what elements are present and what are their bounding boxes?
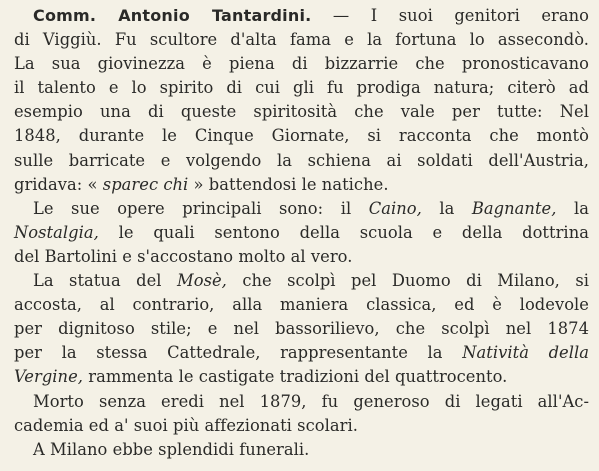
text-line	[14, 197, 589, 221]
paragraph	[14, 438, 589, 462]
italic-title: Natività della	[462, 343, 589, 363]
text-run: sulle barricate e volgendo la schiena ai soldati dell'Austria,	[14, 150, 589, 170]
text-run: del Bartolini e s'accostano molto al vero.	[14, 246, 353, 266]
entry-heading: Comm. Antonio Tantardini.	[33, 6, 312, 25]
italic-title: Vergine,	[14, 367, 84, 387]
text-run: la	[556, 198, 589, 218]
text-run: La sua giovinezza è piena di bizzarrie che pronosticavano	[14, 54, 589, 74]
text-run: — I suoi genitori erano	[311, 6, 589, 25]
text-run: di Viggiù. Fu scultore d'alta fama e la fortuna lo assecondò.	[14, 30, 589, 50]
text-run: Morto senza eredi nel 1879, fu generoso di legati all'Ac-	[33, 391, 589, 411]
text-line	[14, 365, 589, 389]
text-line	[14, 28, 589, 52]
paragraph	[14, 390, 589, 438]
text-run: gridava: «	[14, 174, 103, 194]
text-line	[14, 173, 589, 197]
text-run: accosta, al contrario, alla maniera classica, ed è lodevole	[14, 295, 589, 315]
text-run: la	[421, 198, 472, 218]
text-line	[14, 438, 589, 462]
text-run: il talento e lo spirito di cui gli fu prodiga natura; citerò ad	[14, 78, 589, 98]
italic-title: Nostalgia,	[14, 222, 99, 242]
italic-title: Caino,	[368, 198, 422, 218]
text-line	[14, 221, 589, 245]
text-line	[14, 317, 589, 341]
text-run: A Milano ebbe splendidi funerali.	[33, 439, 310, 459]
text-line	[14, 4, 589, 28]
text-line	[14, 52, 589, 76]
text-run: per la stessa Cattedrale, rappresentante la	[14, 343, 463, 363]
text-line	[14, 100, 589, 124]
text-run: che scolpì pel Duomo di Milano, si	[226, 271, 590, 291]
text-line	[14, 293, 589, 317]
text-run: le quali sentono della scuola e della dottrina	[98, 222, 589, 242]
italic-title: sparec chi	[102, 174, 189, 194]
text-run: per dignitoso stile; e nel bassorilievo, che scolpì nel 1874	[14, 319, 589, 339]
text-line	[14, 76, 589, 100]
italic-title: Bagnante,	[471, 198, 557, 218]
text-line	[14, 269, 589, 293]
text-line	[14, 245, 589, 269]
text-run: rammenta le castigate tradizioni del quattrocento.	[83, 367, 508, 387]
text-run: Le sue opere principali sono: il	[33, 198, 369, 218]
article-text	[14, 4, 589, 462]
paragraph	[14, 4, 589, 197]
text-run: esempio una di queste spiritosità che vale per tutte: Nel	[14, 102, 589, 122]
text-line	[14, 124, 589, 148]
paragraph	[14, 197, 589, 269]
text-line	[14, 149, 589, 173]
italic-title: Mosè,	[177, 271, 227, 291]
text-run: » battendosi le natiche.	[188, 174, 389, 194]
text-run: cademia ed a' suoi più affezionati scolari.	[14, 415, 358, 435]
text-line	[14, 414, 589, 438]
text-line	[14, 390, 589, 414]
paragraph	[14, 269, 589, 389]
text-run: La statua del	[33, 271, 177, 291]
text-line	[14, 341, 589, 365]
text-run: 1848, durante le Cinque Giornate, si racconta che montò	[14, 126, 589, 146]
